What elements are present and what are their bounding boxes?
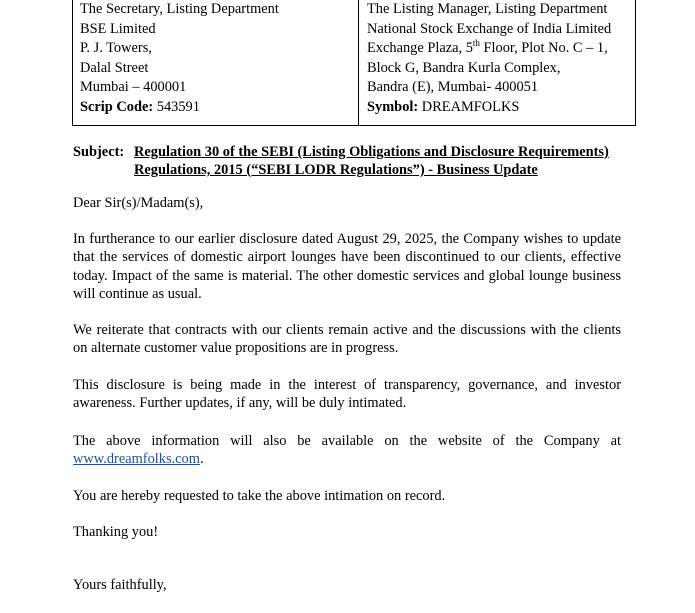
paragraph-discontinuation: In furtherance to our earlier disclosure dated August 29, 2025, the Company wishes to update that the services of domestic airport lounges have been discontinued to our clients, effective today. Impact of the same is material. The other domestic services and global lounge business will continue as usual. [73, 231, 621, 302]
closing-line: Yours faithfully, [73, 577, 167, 593]
ordinal-superscript: th [472, 38, 480, 49]
bse-address-line: Mumbai – 400001 [80, 79, 187, 96]
scrip-code-label: Scrip Code: [80, 98, 154, 115]
nse-address-line: Bandra (E), Mumbai- 400051 [367, 79, 539, 96]
nse-symbol [367, 98, 635, 118]
subject-text: Regulation 30 of the SEBI (Listing Obligations and Disclosure Requirements) Regulations, 2015 (“SEBI LODR Regulations”) - Business Update [134, 144, 609, 178]
paragraph-contracts: We reiterate that contracts with our clients remain active and the discussions with the clients on alternate customer value propositions are in progress. [73, 322, 621, 357]
scrip-code-value: 543591 [156, 98, 200, 115]
paragraph-transparency: This disclosure is being made in the interest of transparency, governance, and investor awareness. Further updates, if any, will be duly intimated. [73, 377, 621, 412]
nse-address-line [367, 39, 635, 59]
subject-label: Subject: [73, 144, 125, 160]
bse-address-line: P. J. Towers, [80, 40, 152, 57]
nse-address-line: National Stock Exchange of India Limited [367, 20, 612, 37]
nse-address-part: Floor, Plot No. C – 1, [479, 40, 608, 57]
symbol-value: DREAMFOLKS [421, 98, 520, 115]
scrip-code [80, 98, 358, 118]
website-sentence-end: . [199, 451, 204, 468]
bse-address-line: Dalal Street [80, 59, 149, 76]
symbol-label: Symbol: [367, 98, 419, 115]
paragraph-website [73, 432, 621, 469]
thanks-line: Thanking you! [73, 524, 159, 540]
nse-address-line: Block G, Bandra Kurla Complex, [367, 59, 561, 76]
subject-line [73, 143, 633, 179]
bse-address [73, 0, 359, 125]
website-sentence: The above information will also be available on the website of the Company at [73, 433, 621, 449]
addressee-table [72, 0, 636, 126]
salutation: Dear Sir(s)/Madam(s), [73, 195, 204, 211]
nse-address-line: The Listing Manager, Listing Department [367, 1, 608, 17]
website-link[interactable]: www.dreamfolks.com [73, 451, 200, 468]
nse-address [359, 0, 635, 125]
paragraph-request: You are hereby requested to take the above intimation on record. [73, 488, 446, 504]
nse-address-part: Exchange Plaza, 5 [367, 40, 473, 57]
bse-address-line: The Secretary, Listing Department [80, 1, 279, 17]
bse-address-line: BSE Limited [80, 20, 156, 37]
